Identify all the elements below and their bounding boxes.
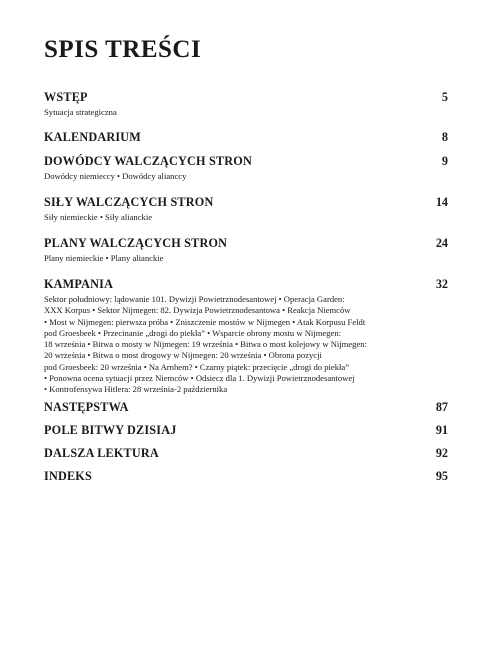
- toc-entry-indeks[interactable]: [44, 469, 448, 484]
- toc-entry-title: DALSZA LEKTURA: [44, 446, 159, 460]
- toc-entry-kampania[interactable]: [44, 277, 448, 396]
- toc-entry-page: 14: [435, 195, 448, 209]
- toc-entry-title: SIŁY WALCZĄCYCH STRON: [44, 195, 214, 209]
- page-title: SPIS TREŚCI: [44, 36, 202, 63]
- toc-entry-pole-bitwy[interactable]: [44, 423, 448, 438]
- subtitle-line: • Kontrofensywa Hitlera: 28 września-2 października: [44, 384, 228, 395]
- toc-entry-title: WSTĘP: [44, 90, 88, 104]
- toc-entry-title: PLANY WALCZĄCYCH STRON: [44, 236, 228, 250]
- toc-entry-dowodcy[interactable]: [44, 154, 448, 182]
- toc-entry-page: 95: [435, 469, 448, 483]
- toc-entry-subtitle: Dowódcy niemieccy • Dowódcy alianccy: [44, 171, 187, 181]
- subtitle-line: 18 września • Bitwa o mosty w Nijmegen: 19 września • Bitwa o most kolejowy w Nijmegen:: [44, 339, 367, 350]
- toc-entry-page: 87: [435, 400, 448, 414]
- toc-entry-kalendarium[interactable]: [44, 130, 448, 145]
- subtitle-line: pod Groesbeek • Przecinanie „drogi do piekła” • Wsparcie obrony mostu w Nijmegen:: [44, 327, 342, 338]
- toc-entry-page: 5: [441, 90, 448, 104]
- toc-entry-nastepstwa[interactable]: [44, 400, 448, 415]
- toc-entry-title: INDEKS: [44, 469, 92, 483]
- toc-page: [44, 0, 448, 648]
- toc-entry-page: 24: [435, 236, 448, 250]
- subtitle-line: pod Groesbeek: 20 września • Na Arnhem? • Czarny piątek: przecięcie „drogi do piekła”: [44, 361, 350, 372]
- toc-entry-subtitle: Plany niemieckie • Plany alianckie: [44, 253, 164, 263]
- toc-entry-wstep[interactable]: [44, 90, 448, 118]
- toc-entry-title: KALENDARIUM: [44, 130, 141, 144]
- toc-entry-title: NASTĘPSTWA: [44, 400, 129, 414]
- toc-entry-subtitle: Sytuacja strategiczna: [44, 107, 117, 117]
- subtitle-line: 20 września • Bitwa o most drogowy w Nijmegen: 20 września • Obrona pozycji: [44, 350, 322, 361]
- toc-entry-page: 91: [435, 423, 448, 437]
- toc-entry-page: 92: [435, 446, 448, 460]
- subtitle-line: XXX Korpus • Sektor Nijmegen: 82. Dywizja Powietrznodesantowa • Reakcja Niemców: [44, 305, 351, 316]
- toc-entry-title: KAMPANIA: [44, 277, 114, 291]
- toc-entry-page: 9: [441, 154, 448, 168]
- toc-entry-subtitle: [44, 294, 424, 396]
- toc-entry-page: 32: [435, 277, 448, 291]
- subtitle-line: Sektor południowy: lądowanie 101. Dywizji Powietrznodesantowej • Operacja Garden:: [44, 294, 345, 304]
- subtitle-line: • Most w Nijmegen: pierwsza próba • Zniszczenie mostów w Nijmegen • Atak Korpusu Feldt: [44, 316, 366, 327]
- subtitle-line: • Ponowna ocena sytuacji przez Niemców • Odsiecz dla 1. Dywizji Powietrznodesantowej: [44, 373, 355, 384]
- toc-entry-sily[interactable]: [44, 195, 448, 223]
- toc-entry-subtitle: Siły niemieckie • Siły alianckie: [44, 212, 153, 222]
- toc-entry-page: 8: [441, 130, 448, 144]
- toc-entry-plany[interactable]: [44, 236, 448, 264]
- toc-entry-dalsza-lektura[interactable]: [44, 446, 448, 461]
- toc-entry-title: DOWÓDCY WALCZĄCYCH STRON: [44, 154, 252, 168]
- toc-entry-title: POLE BITWY DZISIAJ: [44, 423, 177, 437]
